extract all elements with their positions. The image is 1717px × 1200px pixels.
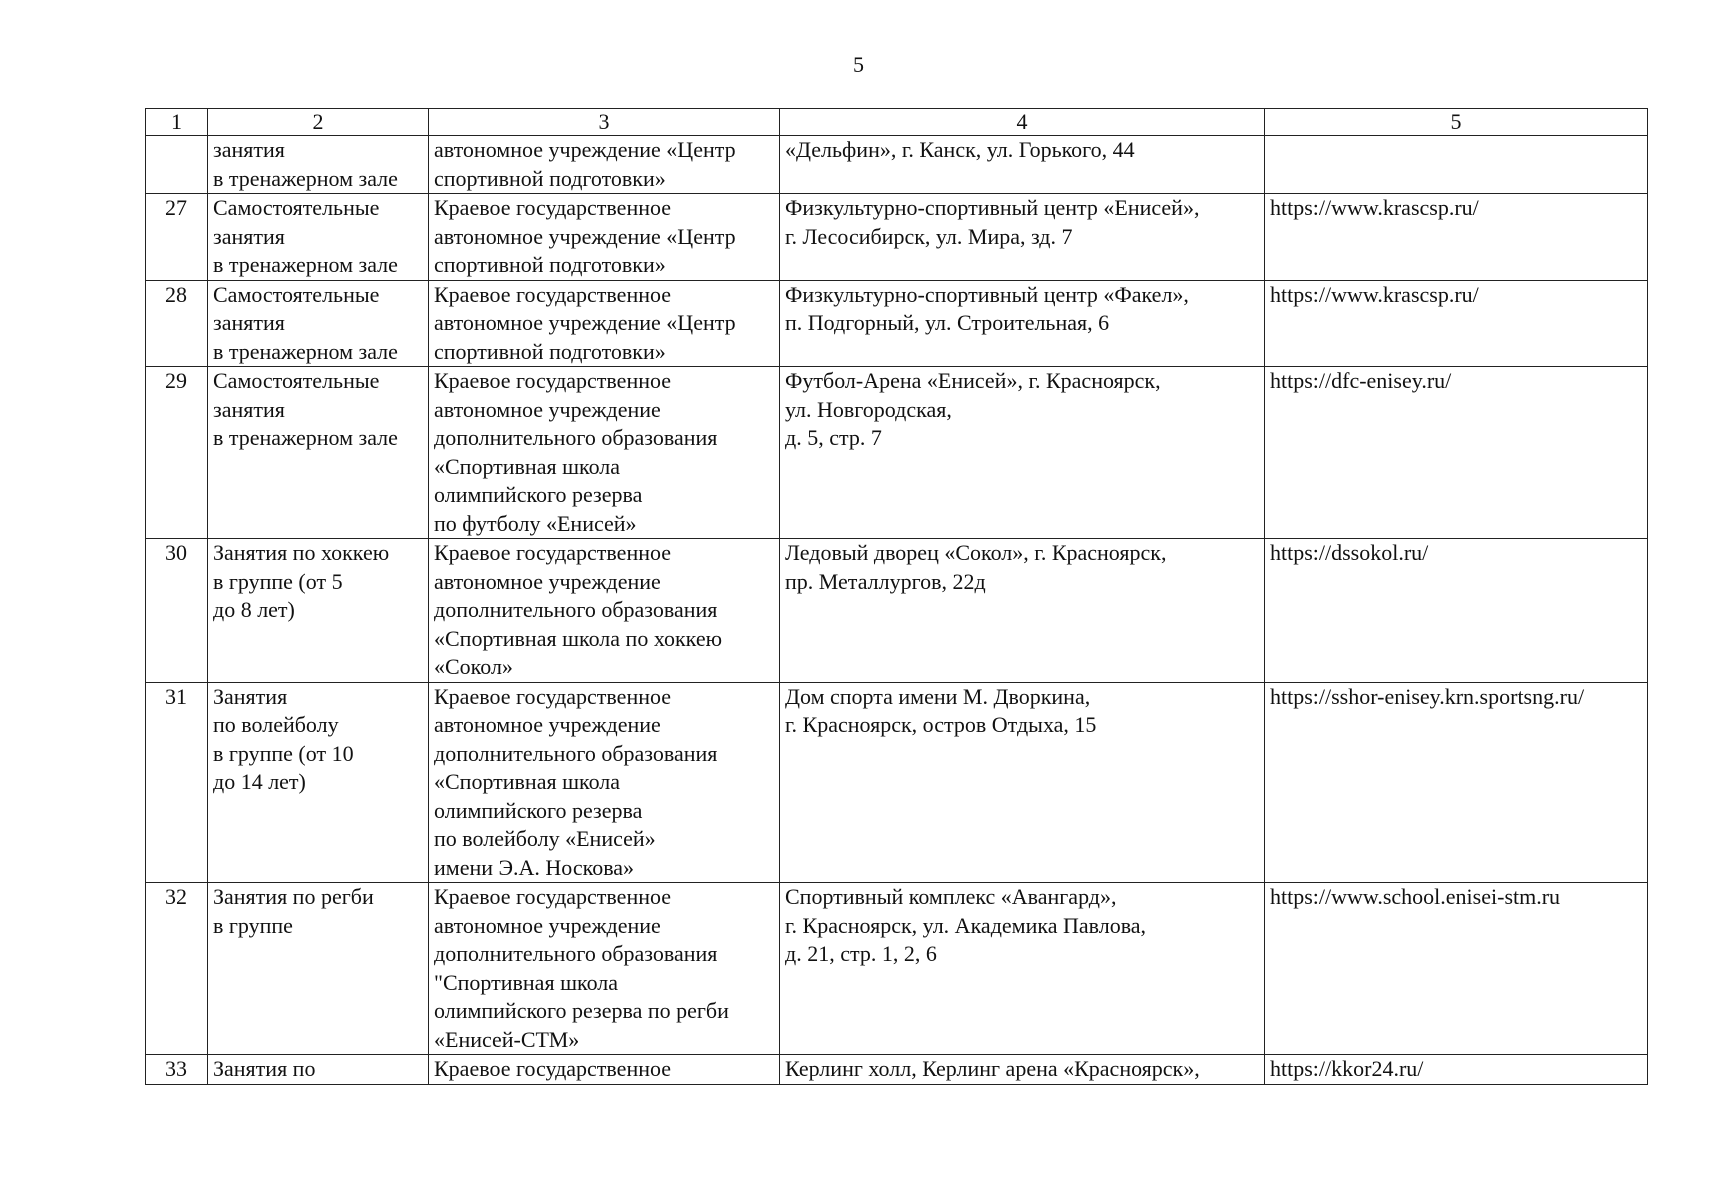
address-cell: Футбол-Арена «Енисей», г. Красноярск, ул. Новгородская, д. 5, стр. 7	[780, 367, 1265, 539]
website-cell: https://www.school.enisei-stm.ru	[1265, 883, 1648, 1055]
address-cell: Физкультурно-спортивный центр «Факел», п. Подгорный, ул. Строительная, 6	[780, 280, 1265, 367]
activity-cell: занятия в тренажерном зале	[208, 136, 429, 194]
organization-cell: Краевое государственное автономное учреждение «Центр спортивной подготовки»	[429, 280, 780, 367]
header-cell-1: 1	[146, 109, 208, 136]
row-number: 27	[146, 194, 208, 281]
table-row	[146, 1055, 1648, 1085]
row-number: 28	[146, 280, 208, 367]
table-row	[146, 682, 1648, 883]
website-cell: https://dssokol.ru/	[1265, 539, 1648, 683]
address-cell: Дом спорта имени М. Дворкина, г. Красноярск, остров Отдыха, 15	[780, 682, 1265, 883]
activity-cell: Самостоятельные занятия в тренажерном зале	[208, 367, 429, 539]
website-cell	[1265, 136, 1648, 194]
table-row	[146, 367, 1648, 539]
organization-cell: Краевое государственное	[429, 1055, 780, 1085]
row-number: 31	[146, 682, 208, 883]
address-cell: «Дельфин», г. Канск, ул. Горького, 44	[780, 136, 1265, 194]
website-cell: https://sshor-enisey.krn.sportsng.ru/	[1265, 682, 1648, 883]
website-cell: https://www.krascsp.ru/	[1265, 280, 1648, 367]
address-cell: Физкультурно-спортивный центр «Енисей», г. Лесосибирск, ул. Мира, зд. 7	[780, 194, 1265, 281]
header-cell-2: 2	[208, 109, 429, 136]
row-number: 29	[146, 367, 208, 539]
activity-cell: Занятия по хоккею в группе (от 5 до 8 лет)	[208, 539, 429, 683]
address-cell: Ледовый дворец «Сокол», г. Красноярск, пр. Металлургов, 22д	[780, 539, 1265, 683]
activity-cell: Занятия по волейболу в группе (от 10 до 14 лет)	[208, 682, 429, 883]
table-row	[146, 136, 1648, 194]
header-cell-5: 5	[1265, 109, 1648, 136]
website-cell: https://dfc-enisey.ru/	[1265, 367, 1648, 539]
address-cell: Керлинг холл, Керлинг арена «Красноярск»,	[780, 1055, 1265, 1085]
organization-cell: Краевое государственное автономное учреждение дополнительного образования "Спортивная школа олимпийского резерва по регби «Енисей-СТМ»	[429, 883, 780, 1055]
page-number: 5	[853, 52, 864, 77]
activity-cell: Занятия по	[208, 1055, 429, 1085]
row-number: 32	[146, 883, 208, 1055]
row-number	[146, 136, 208, 194]
row-number: 30	[146, 539, 208, 683]
activity-cell: Самостоятельные занятия в тренажерном зале	[208, 194, 429, 281]
table-row	[146, 883, 1648, 1055]
facilities-table	[145, 108, 1648, 1085]
organization-cell: Краевое государственное автономное учреждение дополнительного образования «Спортивная школа олимпийского резерва по волейболу «Енисей» имени Э.А. Носкова»	[429, 682, 780, 883]
website-cell: https://kkor24.ru/	[1265, 1055, 1648, 1085]
row-number: 33	[146, 1055, 208, 1085]
organization-cell: Краевое государственное автономное учреждение дополнительного образования «Спортивная школа олимпийского резерва по футболу «Енисей»	[429, 367, 780, 539]
table-row	[146, 280, 1648, 367]
organization-cell: автономное учреждение «Центр спортивной подготовки»	[429, 136, 780, 194]
website-cell: https://www.krascsp.ru/	[1265, 194, 1648, 281]
header-cell-3: 3	[429, 109, 780, 136]
table-row	[146, 194, 1648, 281]
organization-cell: Краевое государственное автономное учреждение дополнительного образования «Спортивная школа по хоккею «Сокол»	[429, 539, 780, 683]
organization-cell: Краевое государственное автономное учреждение «Центр спортивной подготовки»	[429, 194, 780, 281]
table-row	[146, 539, 1648, 683]
activity-cell: Самостоятельные занятия в тренажерном зале	[208, 280, 429, 367]
activity-cell: Занятия по регби в группе	[208, 883, 429, 1055]
table-header-row	[146, 109, 1648, 136]
address-cell: Спортивный комплекс «Авангард», г. Красноярск, ул. Академика Павлова, д. 21, стр. 1, 2, 6	[780, 883, 1265, 1055]
header-cell-4: 4	[780, 109, 1265, 136]
